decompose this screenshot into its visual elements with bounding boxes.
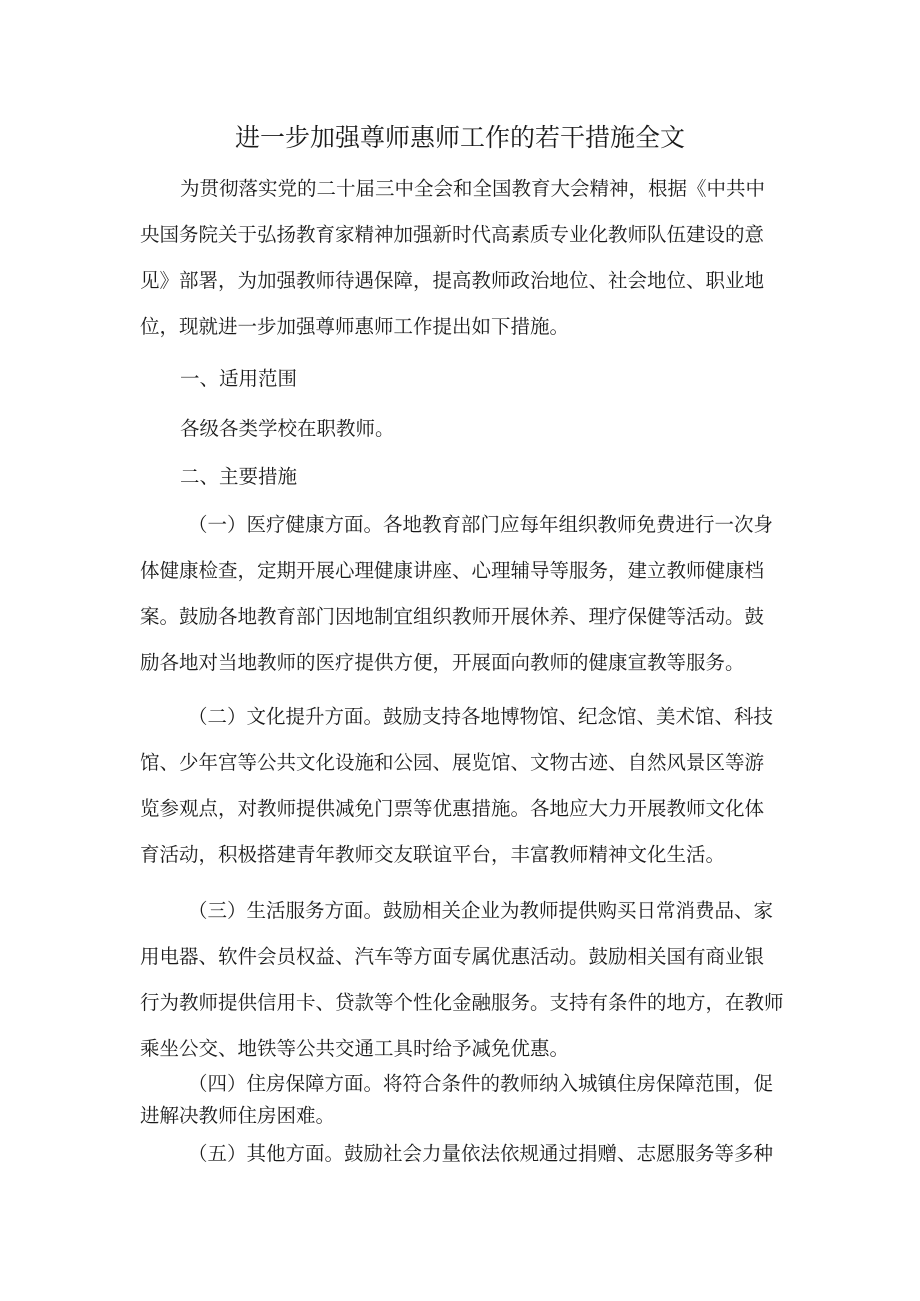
text-line: （二）文化提升方面。鼓励支持各地博物馆、纪念馆、美术馆、科技 [188,705,774,728]
text-line: 各级各类学校在职教师。 [180,417,395,440]
text-line: 进解决教师住房困难。 [140,1104,336,1127]
text-line: （一）医疗健康方面。各地教育部门应每年组织教师免费进行一次身 [188,513,774,536]
text-line: 为贯彻落实党的二十届三中全会和全国教育大会精神，根据《中共中 [180,177,766,200]
section-heading-measures [140,454,785,500]
text-line: 馆、少年宫等公共文化设施和公园、展览馆、文物古迹、自然风景区等游 [140,751,765,774]
text-line: 乘坐公交、地铁等公共交通工具时给予减免优惠。 [140,1037,570,1060]
measure-medical [140,502,785,686]
intro-paragraph [140,166,785,350]
measure-culture [140,694,785,878]
section-heading-scope [140,356,785,402]
section-heading: 一、适用范围 [180,367,298,390]
section-heading: 二、主要措施 [180,465,298,488]
text-line: 育活动，积极搭建青年教师交友联谊平台，丰富教师精神文化生活。 [140,843,726,866]
text-line: 用电器、软件会员权益、汽车等方面专属优惠活动。鼓励相关国有商业银 [140,945,765,968]
text-line: 励各地对当地教师的医疗提供方便，开展面向教师的健康宣教等服务。 [140,651,745,674]
measure-living [140,888,785,1072]
text-line: （五）其他方面。鼓励社会力量依法依规通过捐赠、志愿服务等多种 [188,1142,774,1165]
text-line: 览参观点，对教师提供减免门票等优惠措施。各地应大力开展教师文化体 [140,797,765,820]
text-line: 体健康检查，定期开展心理健康讲座、心理辅导等服务，建立教师健康档 [140,559,765,582]
text-line: 案。鼓励各地教育部门因地制宜组织教师开展休养、理疗保健等活动。鼓 [140,605,765,628]
text-line: 位，现就进一步加强尊师惠师工作提出如下措施。 [140,315,570,338]
text-line: （四）住房保障方面。将符合条件的教师纳入城镇住房保障范围，促 [188,1072,774,1095]
document-title: 进一步加强尊师惠师工作的若干措施全文 [234,123,685,152]
measure-other [140,1131,785,1177]
text-line: 央国务院关于弘扬教育家精神加强新时代高素质专业化教师队伍建设的意 [140,223,765,246]
text-line: 行为教师提供信用卡、贷款等个性化金融服务。支持有条件的地方，在教师 [140,991,784,1014]
measure-housing [140,1068,785,1132]
scope-paragraph [140,406,785,452]
text-line: （三）生活服务方面。鼓励相关企业为教师提供购买日常消费品、家 [188,899,774,922]
text-line: 见》部署，为加强教师待遇保障，提高教师政治地位、社会地位、职业地 [140,269,765,292]
